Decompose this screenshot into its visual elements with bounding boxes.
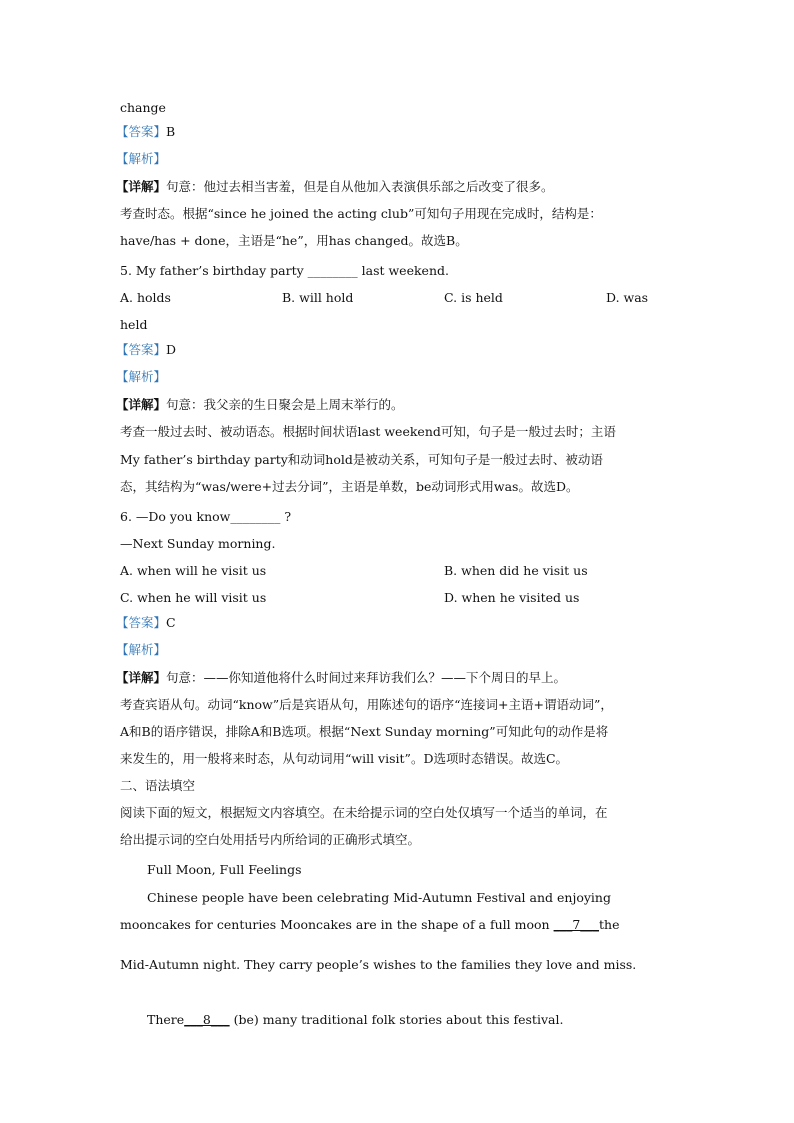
q5-option-c: C. is held <box>444 290 503 305</box>
q5-detail <box>116 396 404 414</box>
q5-option-d: D. was <box>606 290 649 305</box>
detail-label: 【详解】 <box>116 670 167 685</box>
q5-analysis-label: 【解析】 <box>116 369 167 384</box>
q5-option-a: A. holds <box>120 290 171 305</box>
q6-answer <box>116 614 176 632</box>
blank-7[interactable]: ___7___ <box>553 917 600 932</box>
text: the <box>599 917 620 932</box>
q4-explain-1: 考查时态。根据“since he joined the acting club”可知句子用现在完成时，结构是： <box>120 206 602 221</box>
answer-value: D <box>166 342 177 357</box>
q6-detail <box>116 669 566 687</box>
q6-option-c: C. when he will visit us <box>120 590 267 605</box>
q5-answer <box>116 341 176 359</box>
q6-option-d: D. when he visited us <box>444 590 580 605</box>
detail-text: 句意：他过去相当害羞，但是自从他加入表演俱乐部之后改变了很多。 <box>166 179 554 194</box>
detail-text: 句意：——你知道他将什么时间过来拜访我们么？——下个周日的早上。 <box>166 670 567 685</box>
q6-option-a: A. when will he visit us <box>120 563 267 578</box>
answer-value: B <box>166 124 176 139</box>
q6-stem-1: 6. —Do you know________ ? <box>120 509 292 524</box>
answer-label: 【答案】 <box>116 342 167 357</box>
detail-text: 句意：我父亲的生日聚会是上周末举行的。 <box>166 397 404 412</box>
q4-explain-2: have/has + done，主语是“he”，用has changed。故选B。 <box>120 233 468 248</box>
passage-line-4 <box>147 1011 563 1029</box>
q5-stem: 5. My father’s birthday party ________ last weekend. <box>120 263 449 278</box>
q6-stem-2: —Next Sunday morning. <box>120 536 276 551</box>
passage-title: Full Moon, Full Feelings <box>147 862 302 877</box>
q6-explain-3: 来发生的，用一般将来时态，从句动词用“will visit”。D选项时态错误。故选C。 <box>120 751 569 766</box>
q4-answer <box>116 123 175 141</box>
q6-option-b: B. when did he visit us <box>444 563 588 578</box>
answer-label: 【答案】 <box>116 615 167 630</box>
answer-value: C <box>166 615 176 630</box>
passage-line-2 <box>120 916 620 934</box>
q4-detail <box>116 178 554 196</box>
q4-tail: change <box>120 100 166 115</box>
detail-label: 【详解】 <box>116 179 167 194</box>
q6-explain-1: 考查宾语从句。动词“know”后是宾语从句，用陈述句的语序“连接词+主语+谓语动词”， <box>120 697 613 712</box>
text: There <box>147 1012 185 1027</box>
q5-option-wrap: held <box>120 317 148 332</box>
q4-analysis-label: 【解析】 <box>116 151 167 166</box>
q6-explain-2: A和B的语序错误，排除A和B选项。根据“Next Sunday morning”可知此句的动作是将 <box>120 724 609 739</box>
passage-line-1: Chinese people have been celebrating Mid-Autumn Festival and enjoying <box>147 890 611 905</box>
text: Mooncakes are in the shape of a full moon <box>276 917 554 932</box>
text: (be) many traditional folk stories about this festival. <box>229 1012 564 1027</box>
detail-label: 【详解】 <box>116 397 167 412</box>
q5-explain-3: 态，其结构为“was/were+过去分词”，主语是单数，be动词形式用was。故选D。 <box>120 479 579 494</box>
instructions-1: 阅读下面的短文，根据短文内容填空。在未给提示词的空白处仅填写一个适当的单词，在 <box>120 805 608 820</box>
section-heading: 二、语法填空 <box>120 778 196 793</box>
q6-analysis-label: 【解析】 <box>116 642 167 657</box>
text: mooncakes for centuries <box>120 917 277 932</box>
q5-explain-1: 考查一般过去时、被动语态。根据时间状语last weekend可知，句子是一般过去时；主语 <box>120 424 616 439</box>
q5-explain-2: My father’s birthday party和动词hold是被动关系，可知句子是一般过去时、被动语 <box>120 452 603 467</box>
passage-line-3: Mid-Autumn night. They carry people’s wishes to the families they love and miss. <box>120 957 637 972</box>
q5-option-b: B. will hold <box>282 290 354 305</box>
blank-8[interactable]: ___8___ <box>184 1012 230 1027</box>
answer-label: 【答案】 <box>116 124 167 139</box>
instructions-2: 给出提示词的空白处用括号内所给词的正确形式填空。 <box>120 832 421 847</box>
